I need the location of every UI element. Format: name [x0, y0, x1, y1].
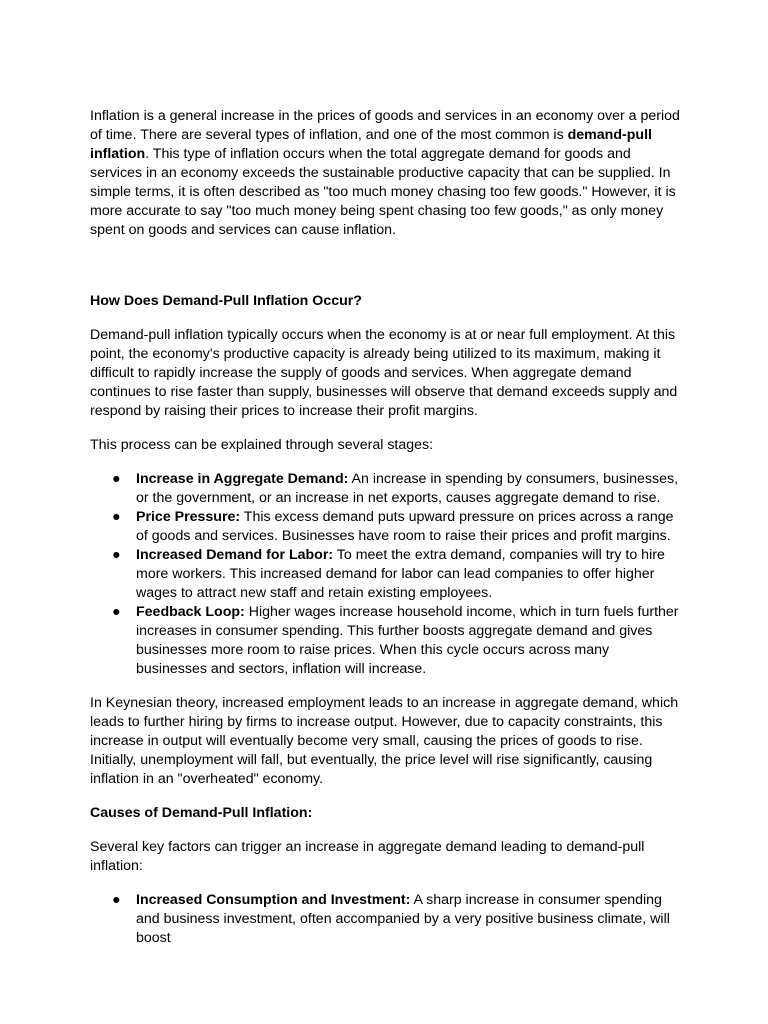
- document-page: [90, 107, 680, 963]
- list-item-term: Increase in Aggregate Demand:: [136, 471, 349, 487]
- bullet-icon: ●: [112, 509, 121, 525]
- section-heading-causes: Causes of Demand-Pull Inflation:: [90, 805, 313, 821]
- list-item: [90, 603, 680, 679]
- list-item-text: To meet the extra demand, companies will try to hire more workers. This increased demand for labor can lead companies to offer higher wages to attract new staff and retain existing employees.: [136, 547, 665, 601]
- list-item-text: This excess demand puts upward pressure on prices across a range of goods and services. Businesses have room to raise their prices and profit margins.: [136, 509, 674, 544]
- intro-bold-term: demand-pull inflation: [90, 127, 652, 162]
- intro-text-start: Inflation is a general increase in the prices of goods and services in an economy over a period of time. There are several types of inflation, and one of the most common is: [90, 108, 680, 143]
- list-item-term: Price Pressure:: [136, 509, 241, 525]
- list-item: [90, 891, 680, 948]
- bullet-icon: ●: [112, 604, 121, 620]
- list-item-term: Increased Consumption and Investment:: [136, 892, 411, 908]
- section1-paragraph-3: In Keynesian theory, increased employment leads to an increase in aggregate demand, which leads to further hiring by firms to increase output. However, due to capacity constraints, this increase in output will eventually become very small, causing the prices of goods to rise. Initially, unemployment will fall, but eventually, the price level will rise significantly, causing inflation in an "overheated" economy.: [90, 695, 679, 787]
- causes-list: [90, 891, 680, 948]
- list-item: [90, 546, 680, 603]
- section2-paragraph-1: Several key factors can trigger an increase in aggregate demand leading to demand-pull inflation:: [90, 839, 645, 874]
- list-item-text: Higher wages increase household income, which in turn fuels further increases in consumer spending. This further boosts aggregate demand and gives businesses more room to raise prices. When this cycle occurs across many businesses and sectors, inflation will increase.: [136, 604, 679, 677]
- list-item-text: An increase in spending by consumers, businesses, or the government, or an increase in net exports, causes aggregate demand to rise.: [136, 471, 679, 506]
- bullet-icon: ●: [112, 892, 121, 908]
- section-heading-how-it-occurs: How Does Demand-Pull Inflation Occur?: [90, 293, 362, 309]
- list-item-term: Increased Demand for Labor:: [136, 547, 334, 563]
- section1-paragraph-1: Demand-pull inflation typically occurs when the economy is at or near full employment. At this point, the economy's productive capacity is already being utilized to its maximum, making it difficult to rapidly increase the supply of goods and services. When aggregate demand continues to rise faster than supply, businesses will observe that demand exceeds supply and respond by raising their prices to increase their profit margins.: [90, 327, 678, 419]
- intro-paragraph: [90, 107, 680, 240]
- list-item: [90, 470, 680, 508]
- list-item-text: A sharp increase in consumer spending and business investment, often accompanied by a very positive business climate, will boost: [136, 892, 670, 946]
- intro-text-end: . This type of inflation occurs when the total aggregate demand for goods and services in an economy exceeds the sustainable productive capacity that can be supplied. In simple terms, it is often described as "too much money chasing too few goods." However, it is more accurate to say "too much money being spent chasing too few goods," as only money spent on goods and services can cause inflation.: [90, 146, 676, 238]
- list-item: [90, 508, 680, 546]
- stages-list: [90, 470, 680, 679]
- section1-paragraph-2: This process can be explained through several stages:: [90, 437, 434, 453]
- bullet-icon: ●: [112, 471, 121, 487]
- list-item-term: Feedback Loop:: [136, 604, 245, 620]
- bullet-icon: ●: [112, 547, 121, 563]
